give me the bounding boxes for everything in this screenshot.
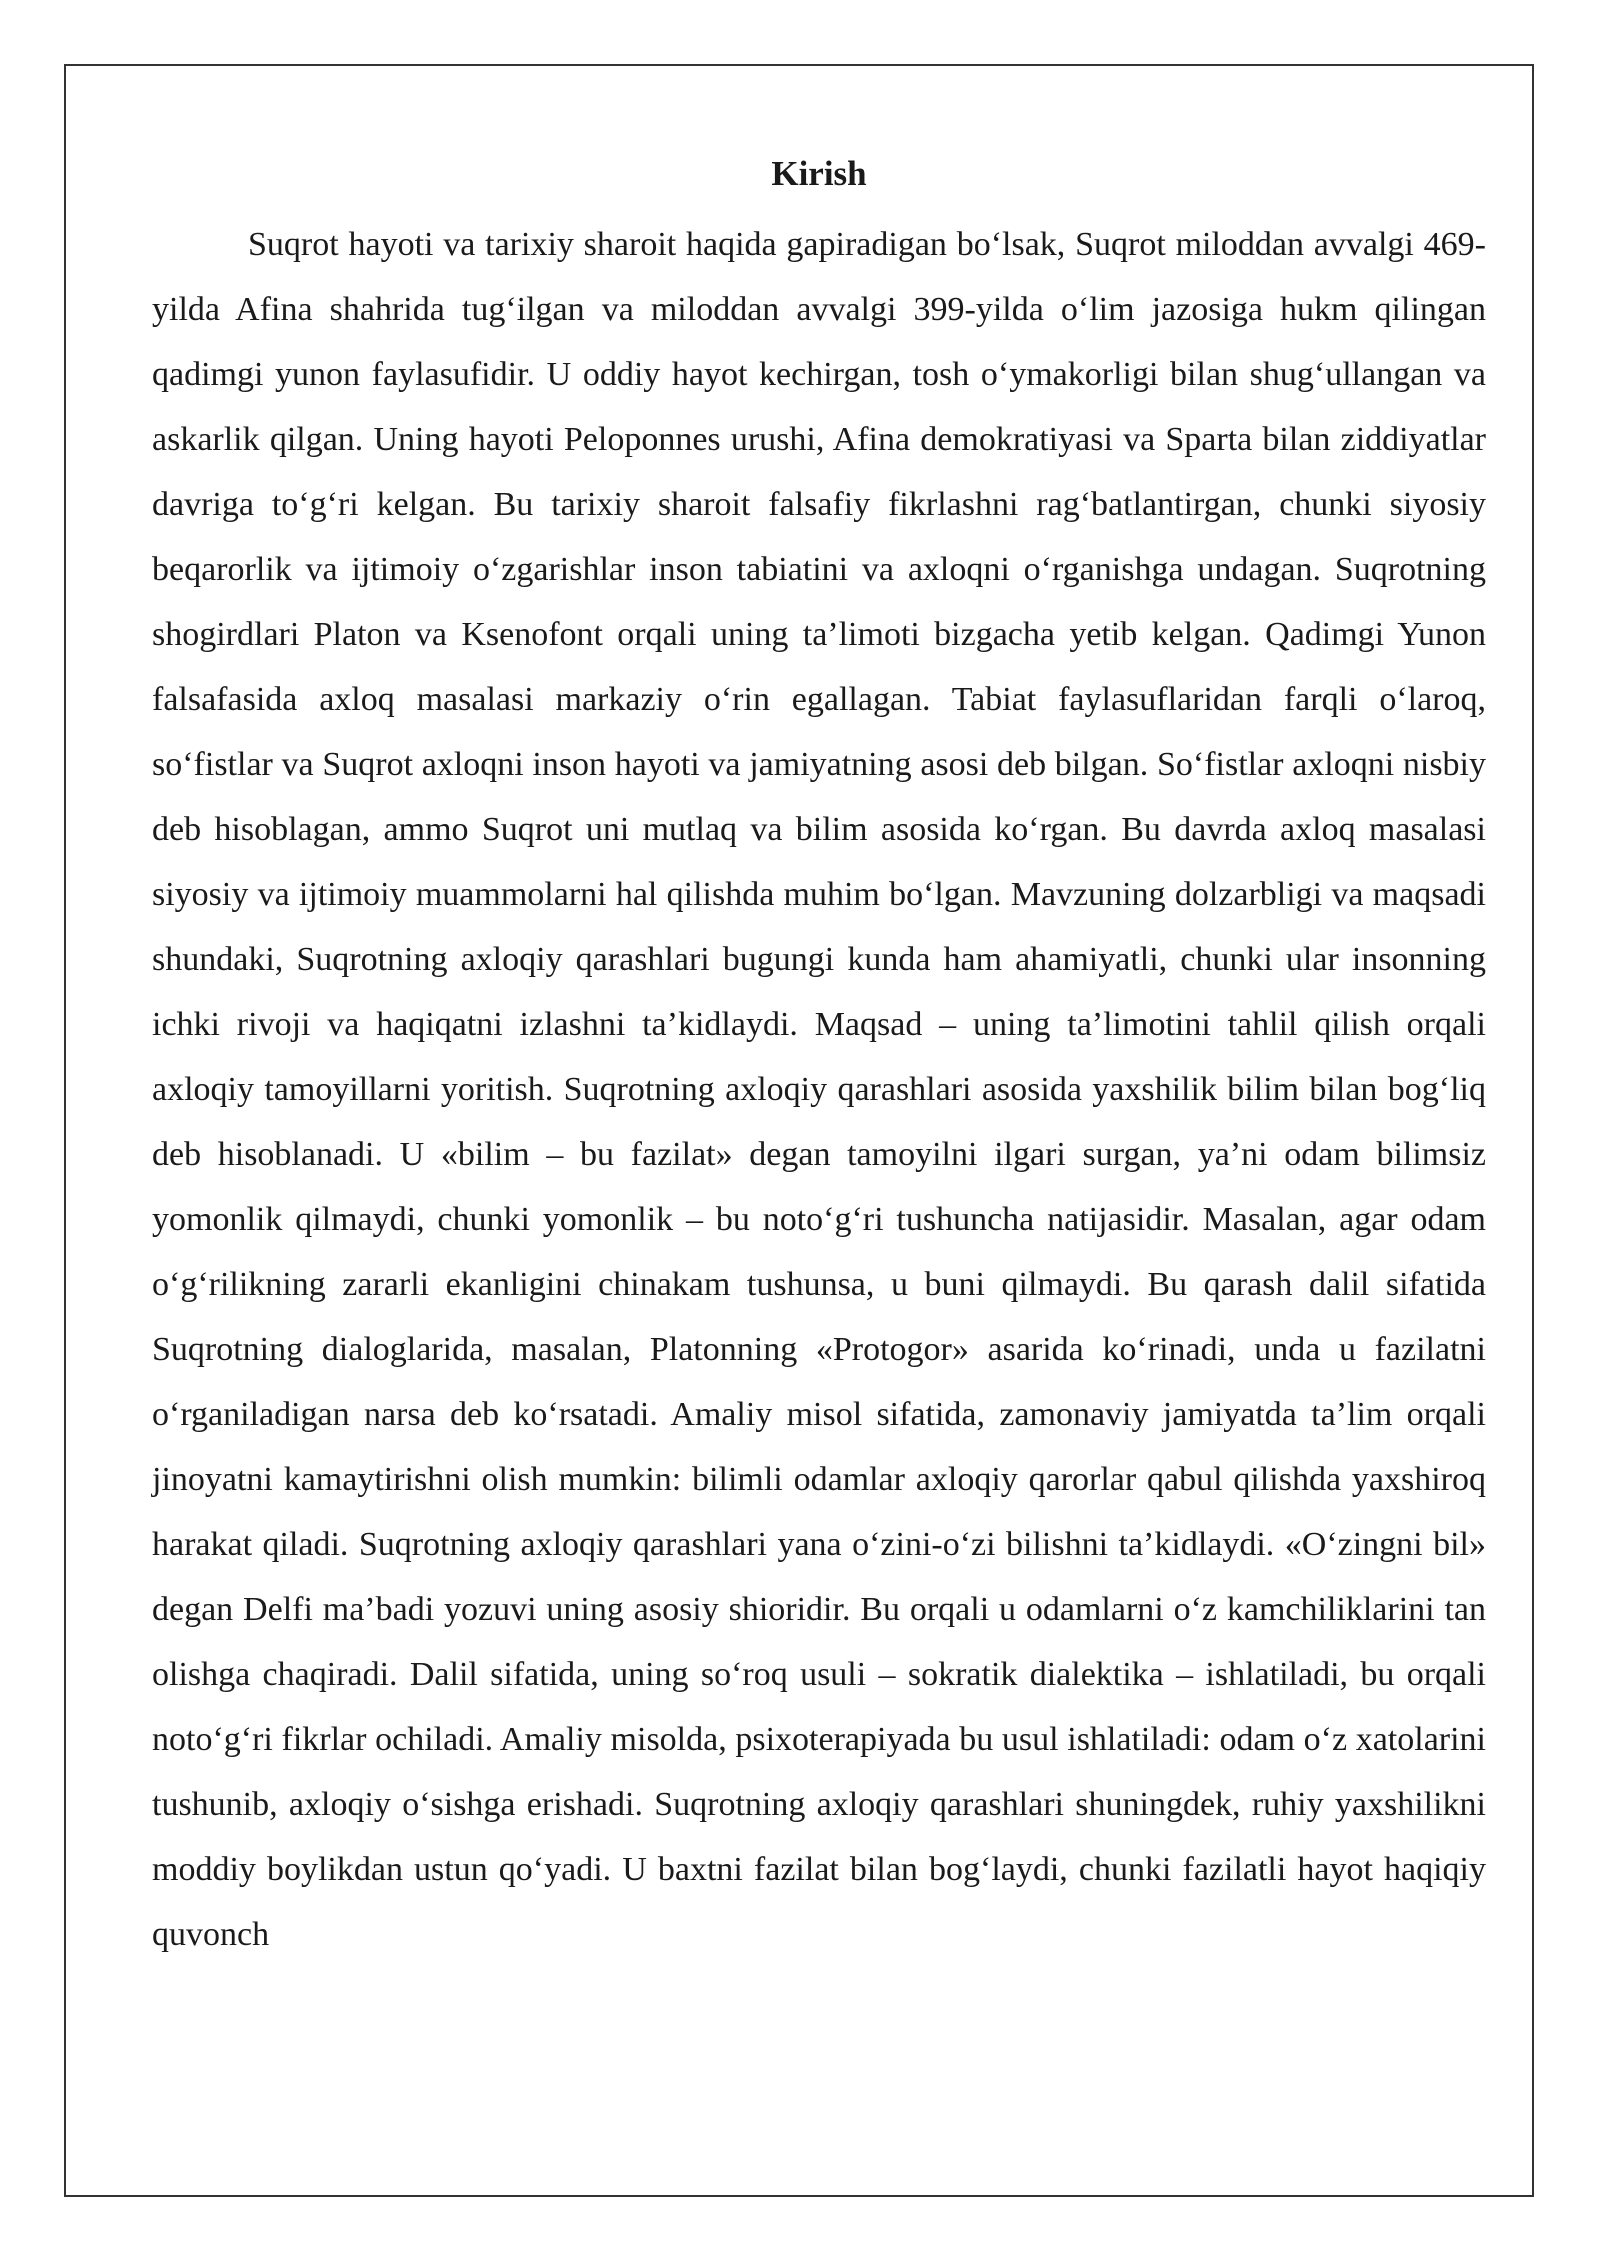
document-title: Kirish xyxy=(771,154,867,193)
body-paragraph: Suqrot hayoti va tarixiy sharoit haqida gapiradigan bo‘lsak, Suqrot miloddan avvalgi 469-yilda Afina shahrida tug‘ilgan va miloddan avvalgi 399-yilda o‘lim jazosiga hukm qilingan qadimgi yunon faylasufidir. U oddiy hayot kechirgan, tosh o‘ymakorligi bilan shug‘ullangan va askarlik qilgan. Uning hayoti Peloponnes urushi, Afina demokratiyasi va Sparta bilan ziddiyatlar davriga to‘g‘ri kelgan. Bu tarixiy sharoit falsafiy fikrlashni rag‘batlantirgan, chunki siyosiy beqarorlik va ijtimoiy o‘zgarishlar inson tabiatini va axloqni o‘rganishga undagan. Suqrotning shogirdlari Platon va Ksenofont orqali uning ta’limoti bizgacha yetib kelgan. Qadimgi Yunon falsafasida axloq masalasi markaziy o‘rin egallagan. Tabiat faylasuflaridan farqli o‘laroq, so‘fistlar va Suqrot axloqni inson hayoti va jamiyatning asosi deb bilgan. So‘fistlar axloqni nisbiy deb hisoblagan, ammo Suqrot uni mutlaq va bilim asosida ko‘rgan. Bu davrda axloq masalasi siyosiy va ijtimoiy muammolarni hal qilishda muhim bo‘lgan. Mavzuning dolzarbligi va maqsadi shundaki, Suqrotning axloqiy qarashlari bugungi kunda ham ahamiyatli, chunki ular insonning ichki rivoji va haqiqatni izlashni ta’kidlaydi. Maqsad – uning ta’limotini tahlil qilish orqali axloqiy tamoyillarni yoritish. Suqrotning axloqiy qarashlari asosida yaxshilik bilim bilan bog‘liq deb hisoblanadi. U «bilim – bu fazilat» degan tamoyilni ilgari surgan, ya’ni odam bilimsiz yomonlik qilmaydi, chunki yomonlik – bu noto‘g‘ri tushuncha natijasidir. Masalan, agar odam o‘g‘rilikning zararli ekanligini chinakam tushunsa, u buni qilmaydi. Bu qarash dalil sifatida Suqrotning dialoglarida, masalan, Platonning «Protogor» asarida ko‘rinadi, unda u fazilatni o‘rganiladigan narsa deb ko‘rsatadi. Amaliy misol sifatida, zamonaviy jamiyatda ta’lim orqali jinoyatni kamaytirishni olish mumkin: bilimli odamlar axloqiy qarorlar qabul qilishda yaxshiroq harakat qiladi. Suqrotning axloqiy qarashlari yana o‘zini-o‘zi bilishni ta’kidlaydi. «O‘zingni bil» degan Delfi ma’badi yozuvi uning asosiy shioridir. Bu orqali u odamlarni o‘z kamchiliklarini tan olishga chaqiradi. Dalil sifatida, uning so‘roq usuli – sokratik dialektika – ishlatiladi, bu orqali noto‘g‘ri fikrlar ochiladi. Amaliy misolda, psixoterapiyada bu usul ishlatiladi: odam o‘z xatolarini tushunib, axloqiy o‘sishga erishadi. Suqrotning axloqiy qarashlari shuningdek, ruhiy yaxshilikni moddiy boylikdan ustun qo‘yadi. U baxtni fazilat bilan bog‘laydi, chunki fazilatli hayot haqiqiy quvonch xyxy=(152,226,1486,1953)
document-content xyxy=(152,148,1486,1967)
